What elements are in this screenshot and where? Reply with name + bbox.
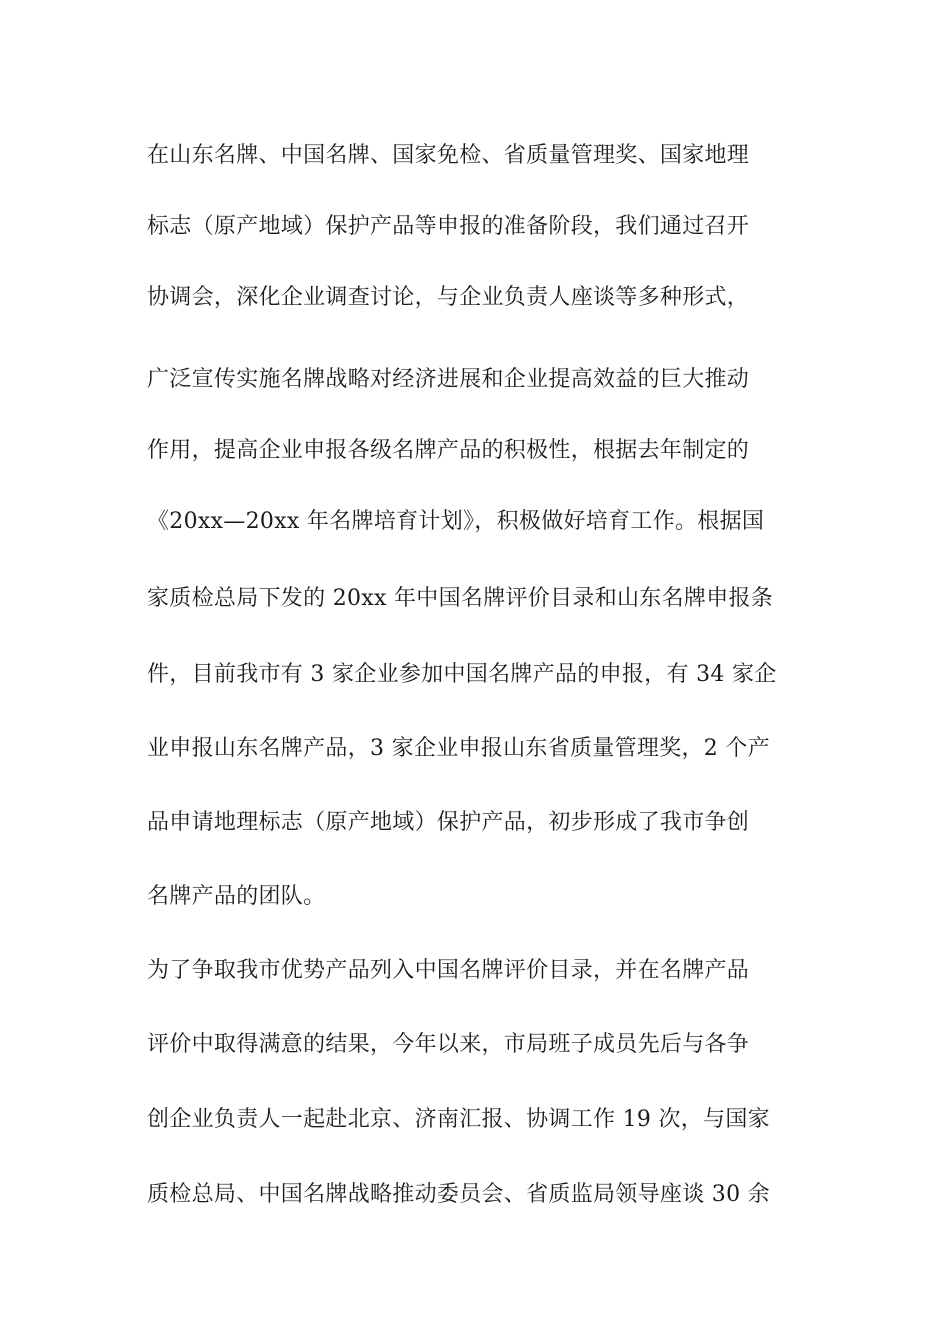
text-line: 品申请地理标志（原产地域）保护产品，初步形成了我市争创	[147, 810, 750, 835]
text-line: 在山东名牌、中国名牌、国家免检、省质量管理奖、国家地理	[147, 143, 750, 168]
text-line: 业申报山东名牌产品，3 家企业申报山东省质量管理奖，2 个产	[147, 736, 770, 761]
text-line: 广泛宣传实施名牌战略对经济进展和企业提高效益的巨大推动	[147, 367, 750, 392]
text-line: 为了争取我市优势产品列入中国名牌评价目录，并在名牌产品	[147, 958, 750, 983]
text-line: 标志（原产地域）保护产品等申报的准备阶段，我们通过召开	[147, 214, 750, 239]
text-line: 创企业负责人一起赴北京、济南汇报、协调工作 19 次，与国家	[147, 1107, 770, 1132]
text-line: 协调会，深化企业调查讨论，与企业负责人座谈等多种形式，	[147, 285, 750, 310]
text-line: 质检总局、中国名牌战略推动委员会、省质监局领导座谈 30 余	[147, 1182, 770, 1207]
text-line: 评价中取得满意的结果，今年以来，市局班子成员先后与各争	[147, 1032, 750, 1057]
text-line: 作用，提高企业申报各级名牌产品的积极性，根据去年制定的	[147, 438, 750, 463]
text-line: 家质检总局下发的 20xx 年中国名牌评价目录和山东名牌申报条	[147, 586, 774, 611]
text-line: 《20xx—20xx 年名牌培育计划》，积极做好培育工作。根据国	[147, 509, 765, 534]
text-line: 件，目前我市有 3 家企业参加中国名牌产品的申报，有 34 家企	[147, 662, 777, 687]
text-line: 名牌产品的团队。	[147, 884, 326, 909]
